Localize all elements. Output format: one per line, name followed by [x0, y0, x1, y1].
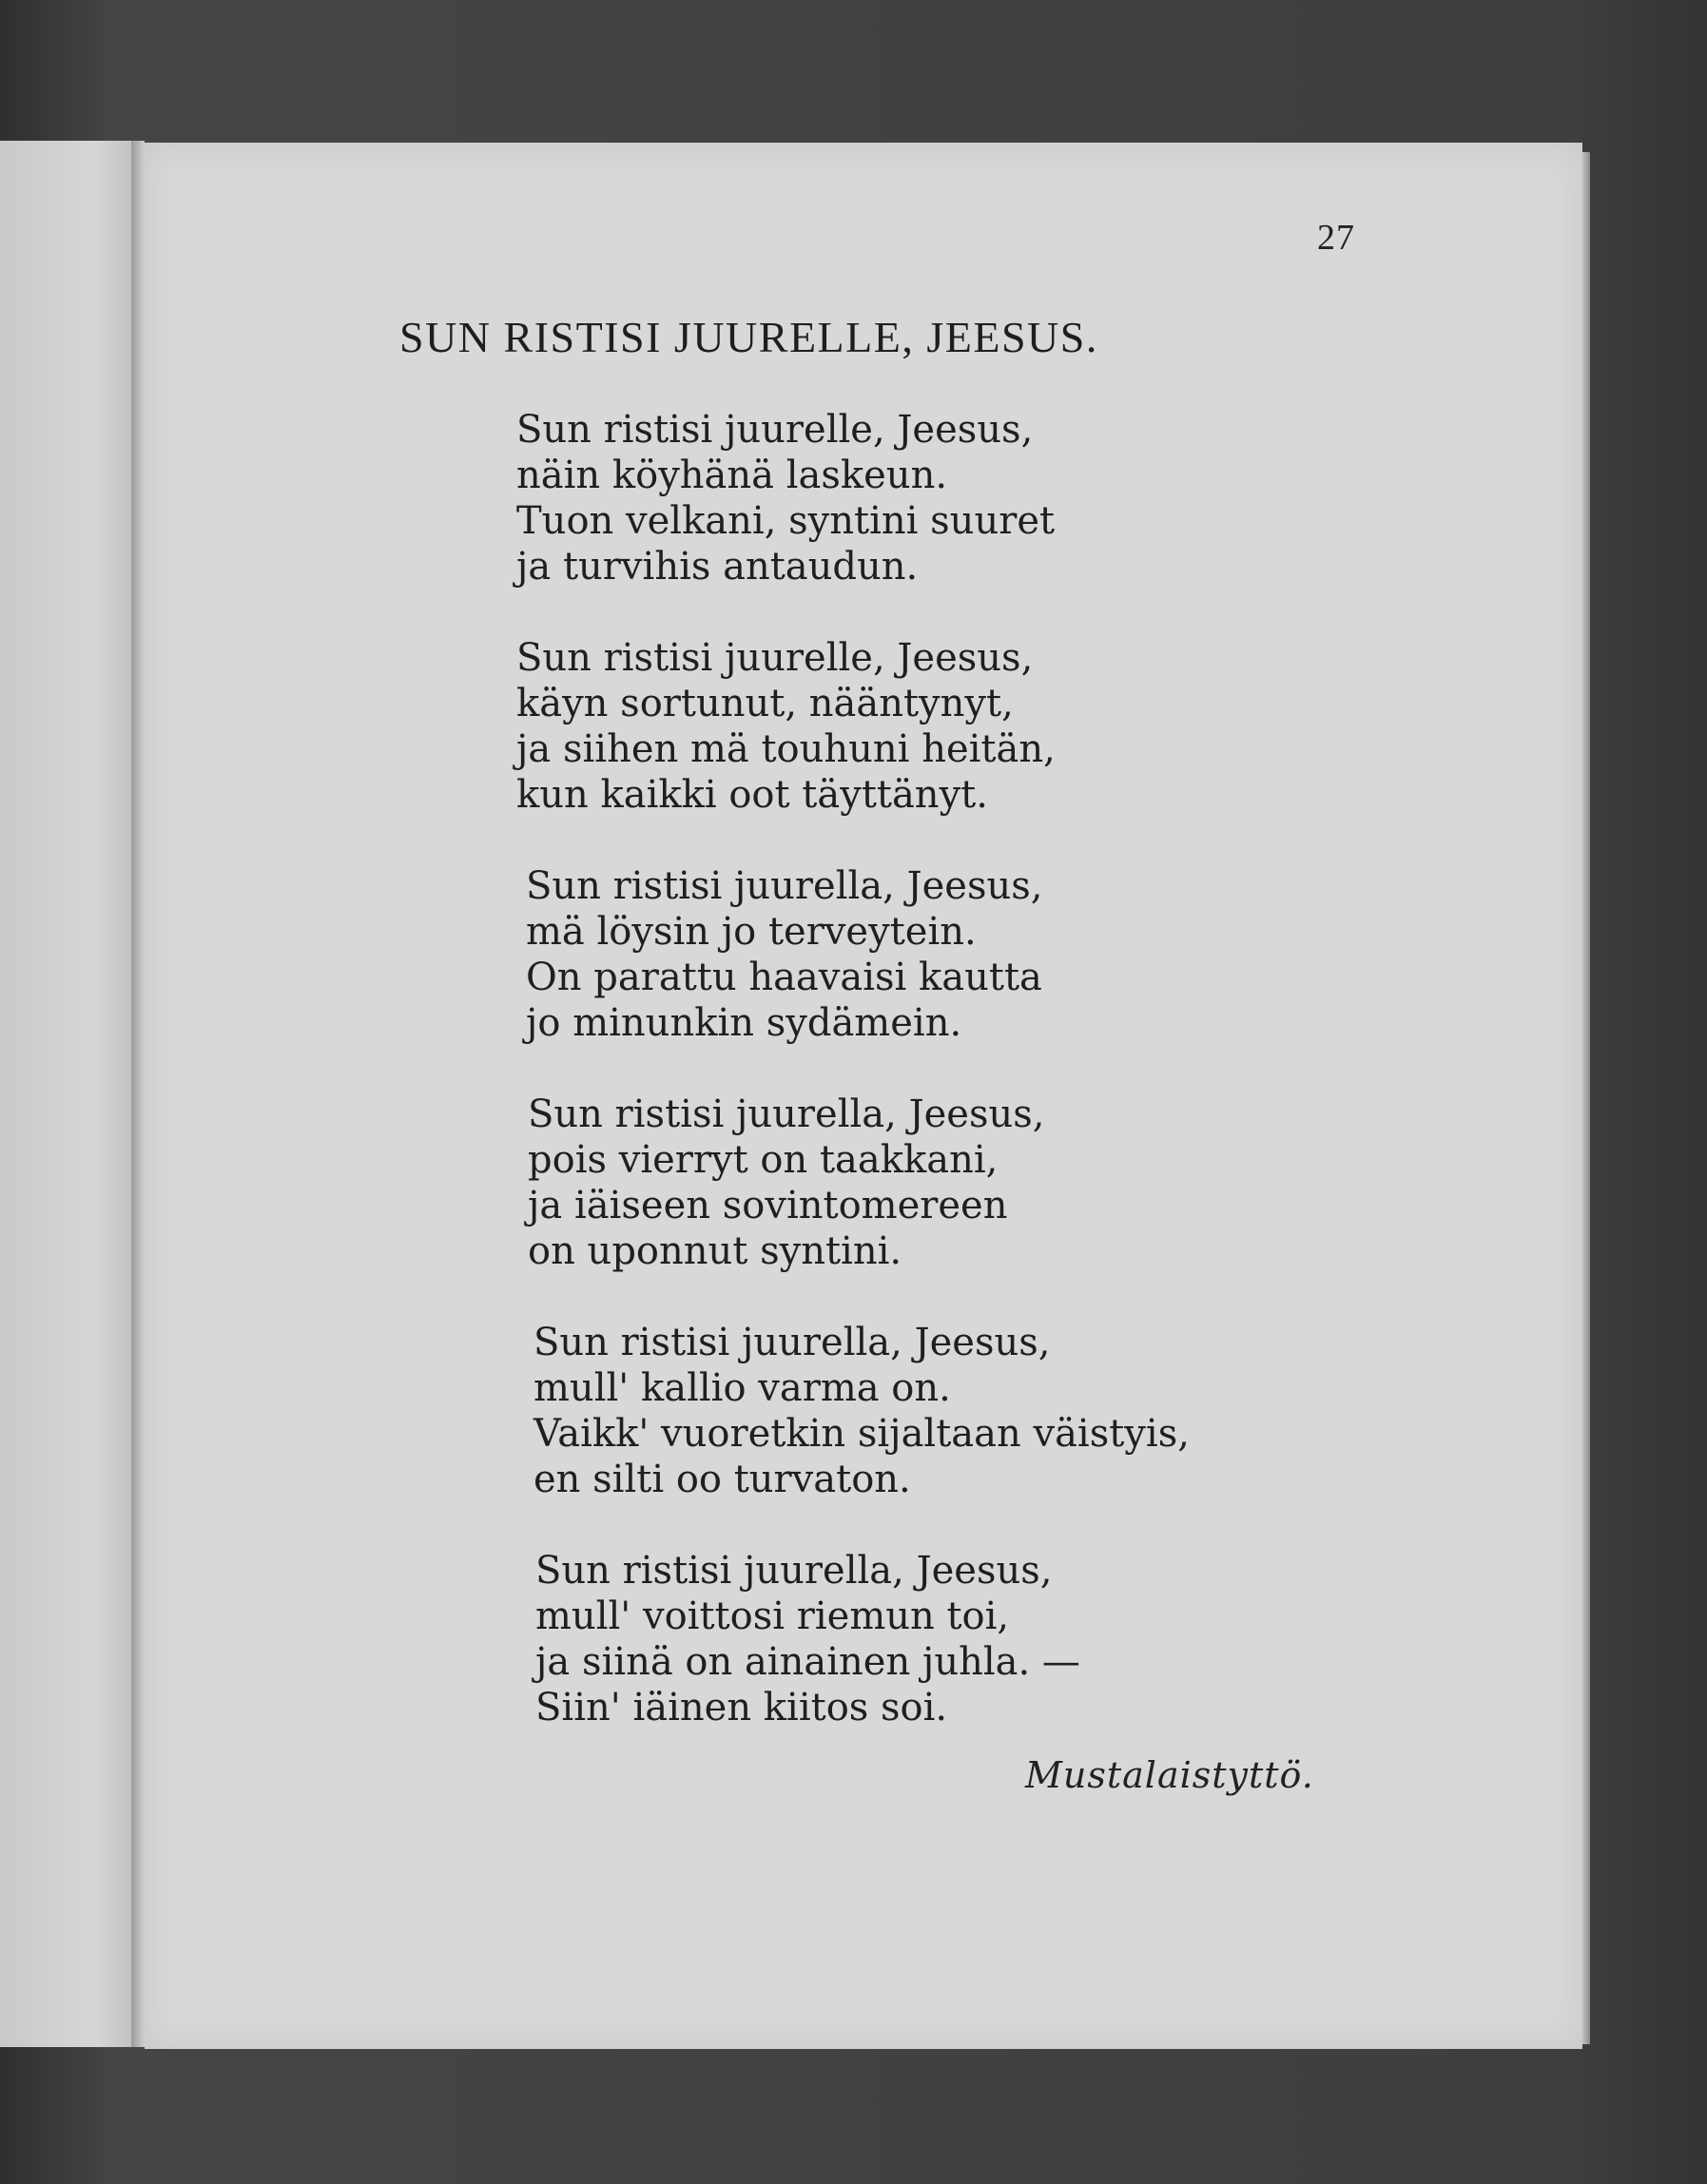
poem-line: ja siinä on ainainen juhla. — — [535, 1640, 1080, 1684]
poem-line: Sun ristisi juurella, Jeesus, — [535, 1549, 1053, 1593]
stanza — [533, 1320, 1562, 1502]
stanza — [526, 863, 1562, 1046]
poem-line: jo minunkin sydämein. — [526, 1001, 962, 1045]
poem-line: mä löysin jo terveytein. — [526, 910, 977, 954]
poem-line: näin köyhänä laskeun. — [516, 454, 948, 497]
poem-line: Sun ristisi juurella, Jeesus, — [528, 1092, 1045, 1136]
poem-line: en silti oo turvaton. — [533, 1458, 911, 1501]
page-edge-shadow — [1582, 152, 1590, 2044]
stanza — [535, 1548, 1562, 1730]
book-gutter — [131, 141, 145, 2047]
poem-line: Tuon velkani, syntini suuret — [516, 499, 1056, 543]
poem-line: On parattu haavaisi kautta — [526, 956, 1042, 999]
poem-line: ja siihen mä touhuni heitän, — [516, 727, 1056, 771]
poem-line: Sun ristisi juurelle, Jeesus, — [516, 408, 1034, 452]
poem-author: Mustalaistyttö. — [1025, 1754, 1314, 1796]
poem-line: Sun ristisi juurelle, Jeesus, — [516, 636, 1034, 680]
poem-line: mull' voittosi riemun toi, — [535, 1595, 1010, 1638]
poem-body — [516, 407, 1562, 1776]
poem-line: Sun ristisi juurella, Jeesus, — [526, 864, 1043, 908]
stanza — [528, 1092, 1562, 1274]
page-number: 27 — [1317, 218, 1355, 258]
left-page-edge — [0, 141, 143, 2047]
stanza — [516, 635, 1562, 818]
poem-line: Sun ristisi juurella, Jeesus, — [533, 1321, 1051, 1364]
poem-title: SUN RISTISI JUURELLE, JEESUS. — [399, 313, 1098, 361]
poem-line: ja turvihis antaudun. — [516, 545, 919, 589]
poem-line: ja iäiseen sovintomereen — [528, 1184, 1008, 1227]
poem-line: Siin' iäinen kiitos soi. — [535, 1686, 948, 1730]
poem-line: käyn sortunut, nääntynyt, — [516, 682, 1014, 725]
stanza — [516, 407, 1562, 589]
poem-line: Vaikk' vuoretkin sijaltaan väistyis, — [533, 1412, 1190, 1456]
poem-line: on uponnut syntini. — [528, 1229, 902, 1273]
poem-line: mull' kallio varma on. — [533, 1366, 951, 1410]
poem-line: pois vierryt on taakkani, — [528, 1138, 999, 1182]
poem-line: kun kaikki oot täyttänyt. — [516, 773, 988, 817]
